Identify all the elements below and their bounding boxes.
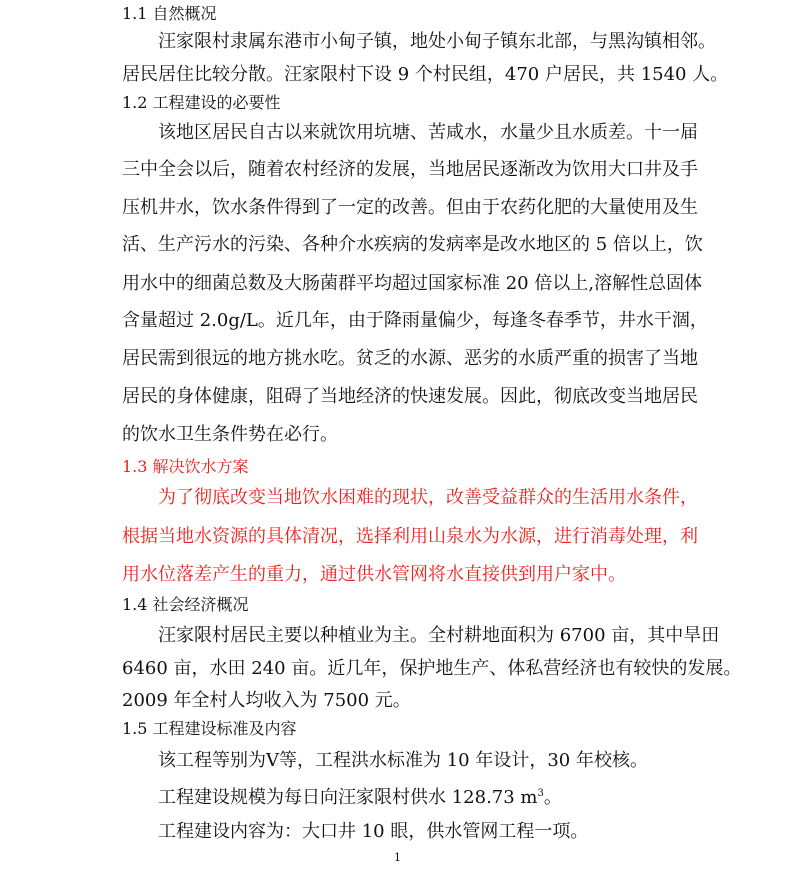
paragraph-line: 汪家限村隶属东港市小甸子镇，地处小甸子镇东北部，与黑沟镇相邻。 bbox=[158, 31, 716, 52]
paragraph-line: 居民需到很远的地方挑水吃。贫乏的水源、恶劣的水质严重的损害了当地 bbox=[122, 348, 698, 369]
paragraph-line: 含量超过 2.0g/L。近几年，由于降雨量偏少，每逢冬春季节，井水干涸， bbox=[122, 310, 708, 331]
paragraph-line bbox=[158, 783, 719, 809]
paragraph-line: 压机井水，饮水条件得到了一定的改善。但由于农药化肥的大量使用及生 bbox=[122, 197, 698, 218]
paragraph-line: 居民的身体健康，阻碍了当地经济的快速发展。因此，彻底改变当地居民 bbox=[122, 386, 698, 407]
paragraph-line-highlighted: 用水位落差产生的重力，通过供水管网将水直接供到用户家中。 bbox=[122, 564, 626, 585]
paragraph-line: 活、生产污水的污染、各种介水疾病的发病率是改水地区的 5 倍以上，饮 bbox=[122, 234, 703, 255]
section-heading-1-2: 1.2 工程建设的必要性 bbox=[122, 93, 281, 112]
paragraph-line-highlighted: 为了彻底改变当地饮水困难的现状，改善受益群众的生活用水条件， bbox=[158, 487, 698, 508]
unit-superscript: 3 bbox=[537, 788, 544, 799]
paragraph-line-highlighted: 根据当地水资源的具体清况，选择利用山泉水为水源，进行消毒处理，利 bbox=[122, 526, 698, 547]
paragraph-line: 该地区居民自古以来就饮用坑塘、苦咸水，水量少且水质差。十一届 bbox=[158, 122, 698, 143]
paragraph-line: 该工程等别为Ⅴ等，工程洪水标准为 10 年设计，30 年校核。 bbox=[158, 750, 648, 771]
sentence-end: 。 bbox=[543, 787, 562, 808]
supply-scale-text: 工程建设规模为每日向汪家限村供水 128.73 m bbox=[158, 787, 538, 808]
paragraph-line: 用水中的细菌总数及大肠菌群平均超过国家标准 20 倍以上,溶解性总固体 bbox=[122, 273, 703, 294]
paragraph-line: 工程建设内容为：大口井 10 眼，供水管网工程一项。 bbox=[158, 821, 589, 842]
section-heading-1-5: 1.5 工程建设标准及内容 bbox=[122, 719, 297, 738]
page-number: 1 bbox=[394, 851, 401, 864]
paragraph-line: 的饮水卫生条件势在必行。 bbox=[122, 424, 338, 445]
section-heading-1-1: 1.1 自然概况 bbox=[122, 4, 217, 23]
paragraph-line: 2009 年全村人均收入为 7500 元。 bbox=[122, 690, 411, 711]
paragraph-line: 三中全会以后，随着农村经济的发展，当地居民逐渐改为饮用大口井及手 bbox=[122, 159, 698, 180]
paragraph-line: 6460 亩，水田 240 亩。近几年，保护地生产、体私营经济也有较快的发展。 bbox=[122, 658, 742, 679]
paragraph-line: 汪家限村居民主要以种植业为主。全村耕地面积为 6700 亩，其中旱田 bbox=[158, 625, 720, 646]
section-heading-1-3: 1.3 解决饮水方案 bbox=[122, 457, 249, 476]
paragraph-line: 居民居住比较分散。汪家限村下设 9 个村民组，470 户居民，共 1540 人。 bbox=[122, 64, 729, 85]
section-heading-1-4: 1.4 社会经济概况 bbox=[122, 595, 249, 614]
